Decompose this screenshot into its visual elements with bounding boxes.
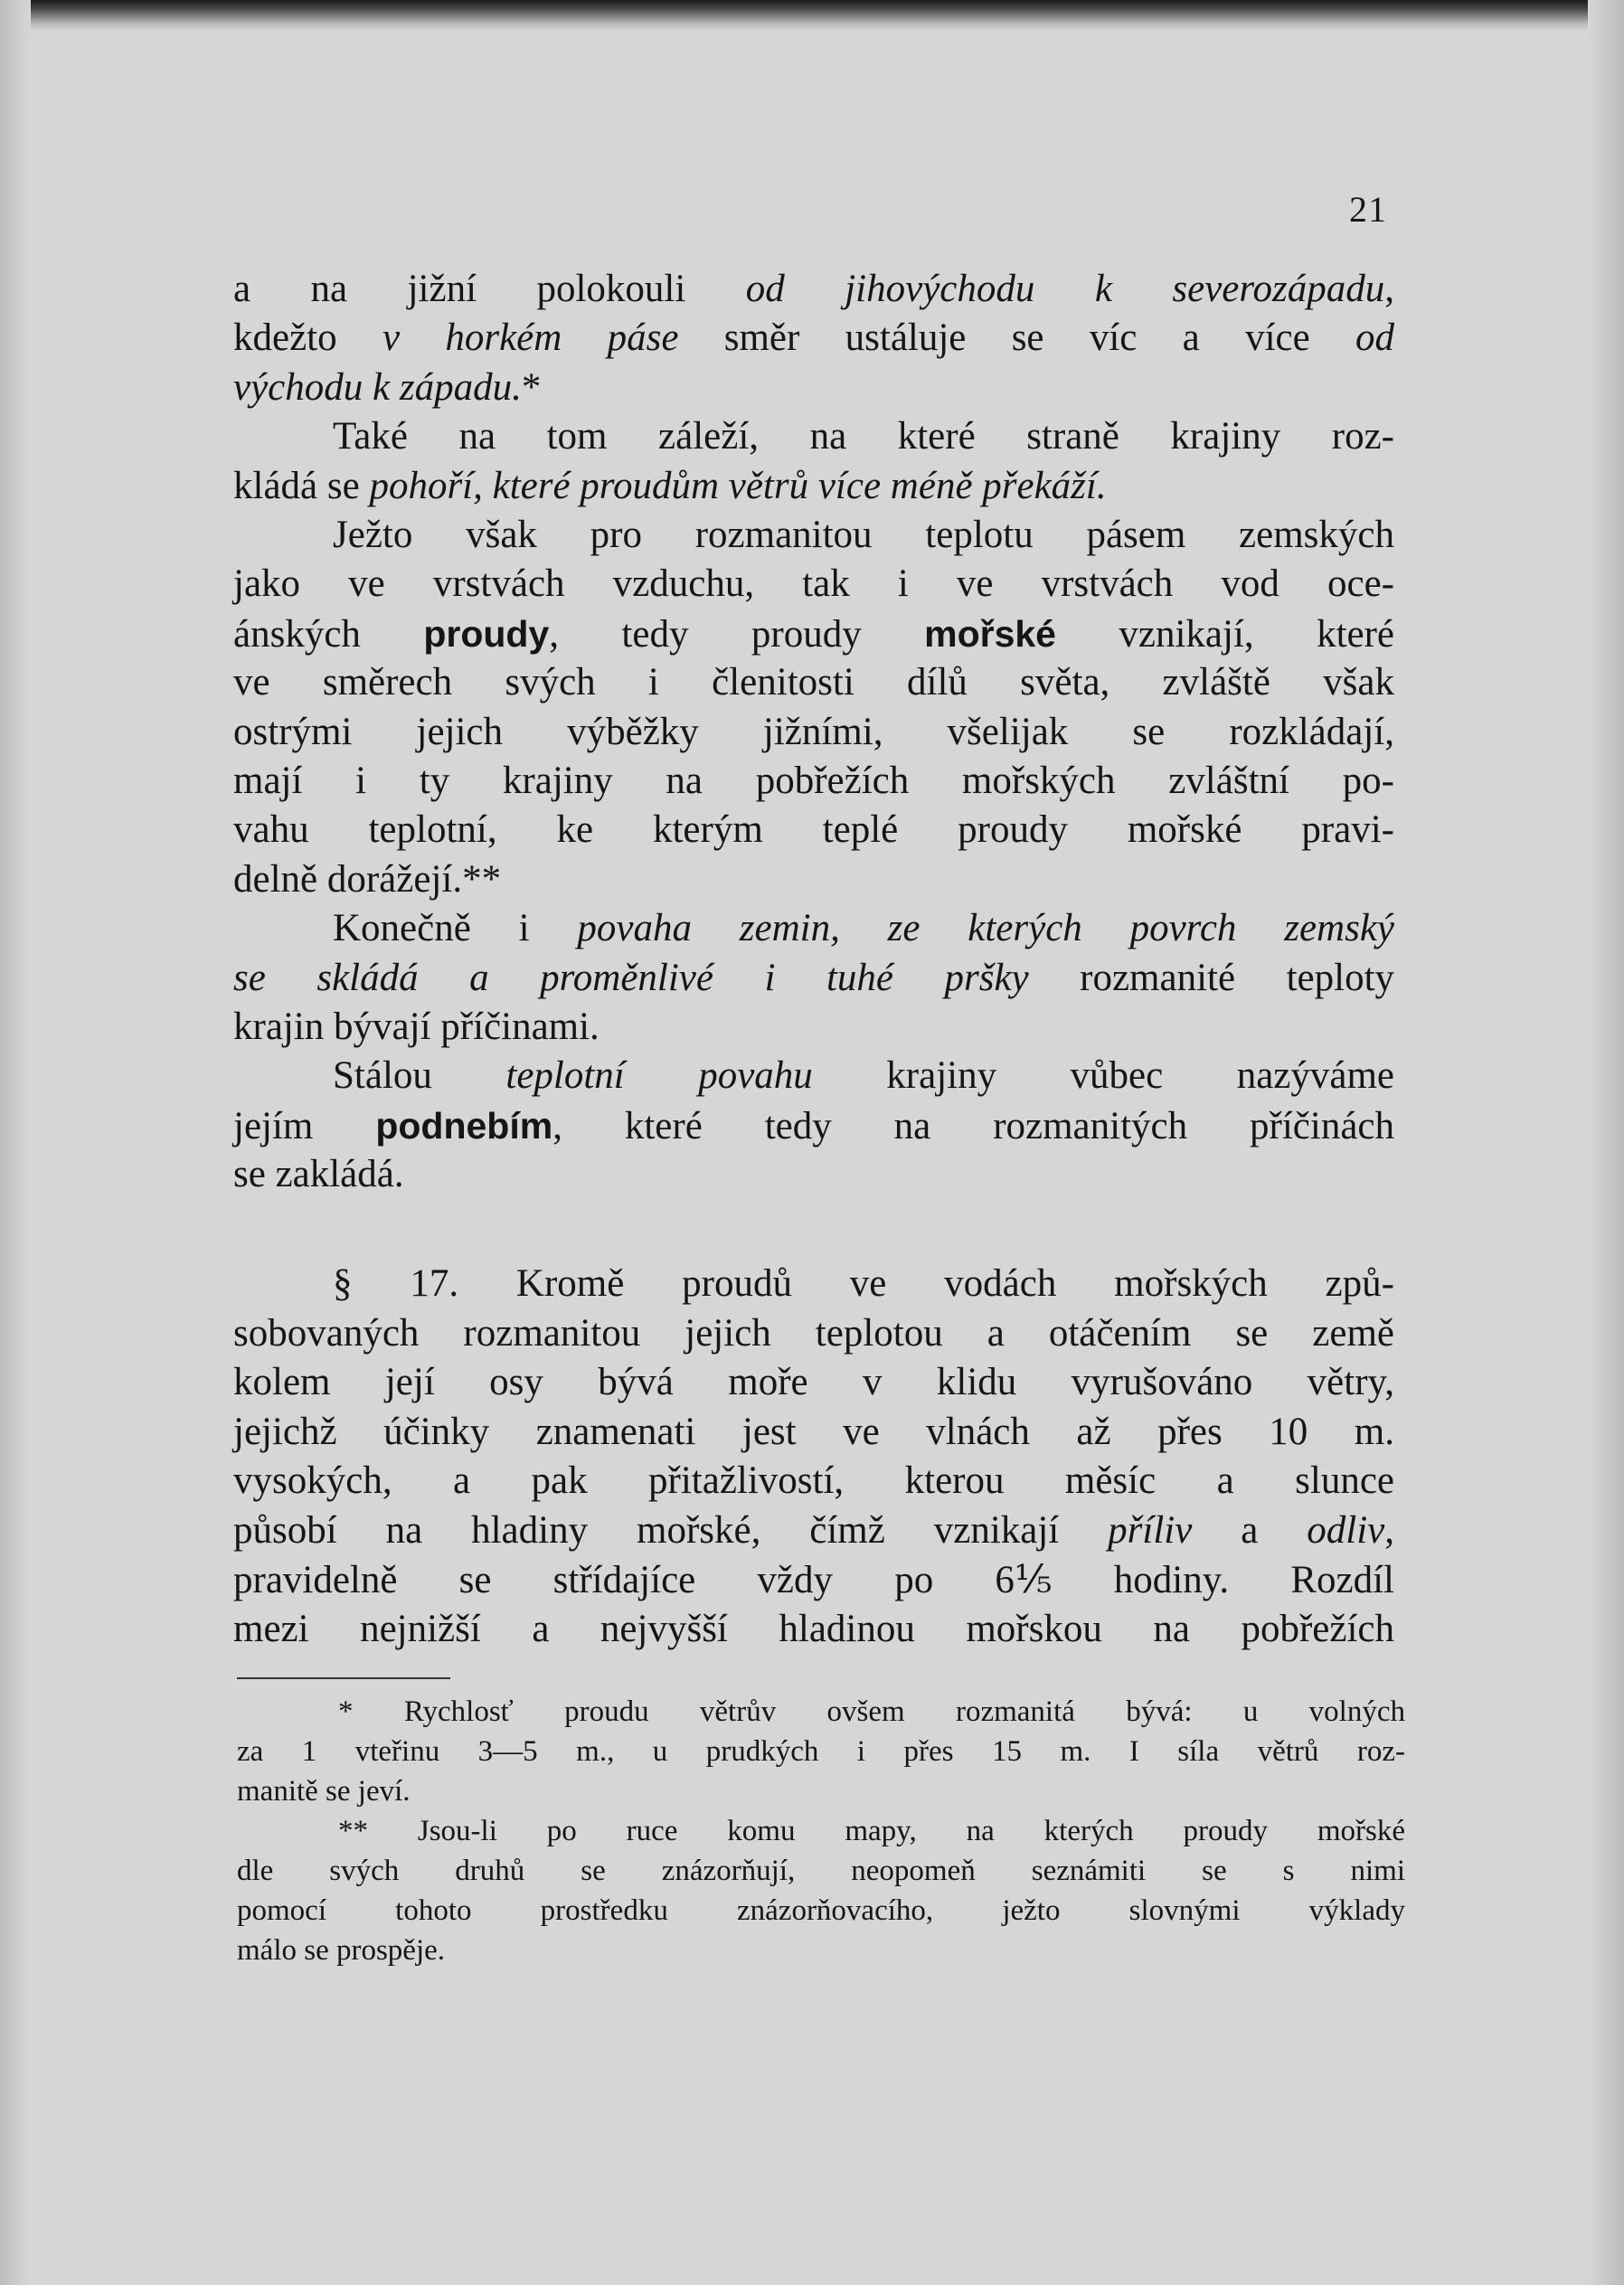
bold-term: proudy [423,612,550,655]
text-line [333,411,1394,462]
bold-term: podnebím [375,1104,553,1147]
text-segment: rozmanité teploty [1028,956,1395,999]
text-segment: dle svých druhů se znázorňují, neopomeň seznámiti se s nimi [237,1855,1405,1887]
text-segment: Stálou [333,1054,506,1098]
text-segment: , tedy proudy [549,612,925,656]
text-segment: jako ve vrstvách vzduchu, tak i ve vrstvách vod oce- [233,562,1394,606]
text-segment: kolem její osy bývá moře v klidu vyrušováno větry, [233,1361,1394,1404]
footnote-line [237,1931,1405,1969]
text-segment: Ježto však pro rozmanitou teplotu pásem zemských [333,514,1394,556]
page-number: 21 [1349,189,1387,230]
text-line [233,264,1394,315]
italic-text: v horkém páse [382,316,679,360]
text-segment: , [1384,268,1395,310]
text-line [233,1357,1394,1408]
text-segment: manitě se jeví. [237,1775,411,1808]
scan-right-edge [1588,0,1624,2285]
text-segment: mezi nejnižší a nejvyšší hladinou mořskou na pobřežích [233,1608,1394,1651]
text-segment: sobovaných rozmanitou jejich teplotou a otáčením se země [233,1311,1394,1355]
text-line [333,1051,1394,1101]
text-line [233,756,1394,807]
scan-left-edge [0,0,31,2285]
text-line [233,1002,1394,1053]
text-segment: Také na tom záleží, na které straně krajiny roz- [333,415,1394,458]
text-segment: kdežto [233,316,382,360]
text-line [333,510,1394,561]
text-line [233,707,1394,758]
text-line [233,1149,1394,1200]
text-segment: * [521,365,542,409]
text-segment: * Rychlosť proudu větrův ovšem rozmanitá bývá: u volných [338,1695,1405,1728]
text-line [233,1604,1394,1655]
italic-text: příliv [1108,1509,1193,1552]
text-line [233,855,1394,905]
text-line [233,953,1394,1004]
text-line [233,609,1394,660]
footnote-line [237,1733,1405,1770]
text-line [233,313,1394,364]
text-segment: a [1192,1509,1308,1552]
text-segment: krajiny vůbec nazýváme [812,1054,1394,1098]
text-segment: vahu teplotní, ke kterým teplé proudy mořské pravi- [233,808,1394,852]
italic-text: východu k západu. [233,365,522,409]
text-segment: málo se prospěje. [237,1934,446,1967]
text-segment: pomocí tohoto prostředku znázorňovacího, ježto slovnými výklady [237,1894,1405,1927]
footnote-line [237,1852,1405,1890]
text-segment: , [1384,1509,1394,1552]
italic-text: od [1355,316,1394,360]
text-segment: za 1 vteřinu 3—5 m., u prudkých i přes 15 m. I síla větrů roz- [237,1735,1405,1768]
italic-text: od jihovýchodu k severozápadu [745,268,1385,310]
text-segment: ** Jsou-li po ruce komu mapy, na kterých proudy mořské [338,1815,1405,1847]
bold-term: mořské [924,612,1056,655]
text-segment: ve směrech svých i členitosti dílů světa, zvláště však [233,661,1394,704]
text-line [233,461,1394,512]
footnote-line [338,1812,1405,1850]
text-line [233,1308,1394,1359]
text-segment: jejím [233,1104,376,1147]
text-segment: § 17. Kromě proudů ve vodách mořských způ- [333,1262,1394,1305]
text-segment: pravidelně se střídajíce vždy po 6⅕ hodiny. Rozdíl [233,1558,1394,1601]
text-segment: kládá se [233,464,370,507]
text-line [233,1407,1394,1458]
italic-text: teplotní povahu [505,1054,813,1098]
text-segment: krajin bývají příčinami. [233,1006,600,1048]
text-segment: směr ustáluje se víc a více [678,316,1355,360]
text-segment: působí na hladiny mořské, čímž vznikají [233,1509,1109,1552]
text-line [233,1100,1394,1152]
text-segment: delně dorážejí.** [233,857,502,901]
text-segment: , které tedy na rozmanitých příčinách [552,1104,1394,1147]
text-segment: Konečně i [333,907,578,950]
text-line [333,1259,1394,1309]
text-line [233,1456,1394,1506]
footnote-line [237,1772,1405,1810]
italic-text: povaha zemin, ze kterých povrch zemský [577,907,1394,950]
text-segment: vznikají, které [1055,612,1395,656]
text-line [233,657,1394,708]
text-segment: a na jižní polokouli [233,268,746,310]
text-segment: se zakládá. [233,1153,404,1196]
italic-text: odliv [1307,1509,1385,1552]
italic-text: se skládá a proměnlivé i tuhé pršky [233,956,1029,999]
text-segment: ostrými jejich výběžky jižními, všelijak se rozkládají, [233,710,1394,753]
text-line [233,1555,1394,1606]
text-line [333,903,1394,954]
italic-text: pohoří, které proudům větrů více méně překáží. [369,464,1107,507]
footnote-line [338,1693,1405,1731]
text-line [233,363,1394,413]
scan-top-edge [0,0,1624,31]
text-segment: jejichž účinky znamenati jest ve vlnách až přes 10 m. [233,1410,1394,1453]
text-segment: ánských [233,612,424,656]
text-segment: mají i ty krajiny na pobřežích mořských zvláštní po- [233,760,1394,802]
text-line [233,1506,1394,1556]
footnote-separator [237,1677,450,1679]
text-line [233,559,1394,609]
footnote-line [237,1892,1405,1930]
text-line [233,805,1394,855]
text-segment: vysokých, a pak přitažlivostí, kterou měsíc a slunce [233,1459,1394,1503]
